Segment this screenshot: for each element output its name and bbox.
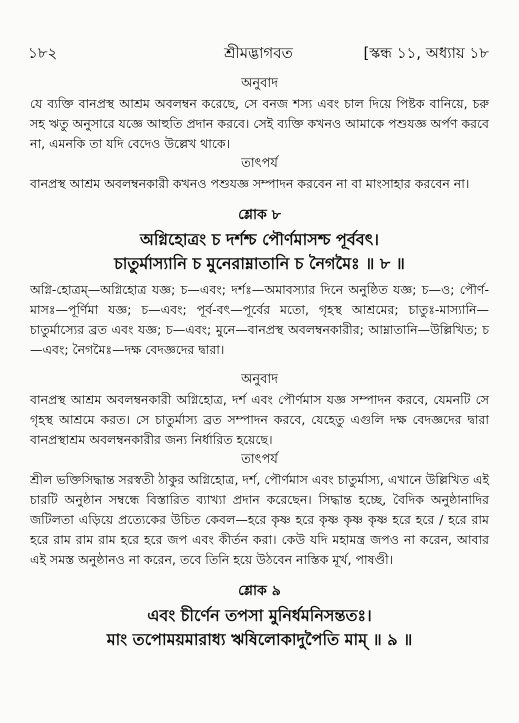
page-number: ১৮২ bbox=[28, 44, 58, 62]
purport-heading-8: তাৎপর্য bbox=[241, 452, 278, 467]
purport-text-8: শ্রীল ভক্তিসিদ্ধান্ত সরস্বতী ঠাকুর অগ্নিহোত্র, দর্শ, পৌর্ণমাস এবং চাতুর্মাস্য, এখানে উল্লিখিত এই চারটি অনুষ্ঠান সম্বন্ধে বিস্তারিত ব্যাখ্যা প্রদান করেছেন। সিদ্ধান্ত হচ্ছে, বৈদিক অনুষ্ঠানাদির জটিলতা এড়িয়ে প্রত্যেকের উচিত কেবল—হরে কৃষ্ণ হরে কৃষ্ণ কৃষ্ণ কৃষ্ণ হরে হরে / হরে রাম হরে রাম রাম রাম হরে হরে জপ এবং কীর্তন করা। কেউ যদি মহামন্ত্র জপও না করেন, আবার এই সমস্ত অনুষ্ঠানও না করেন, তবে তিনি হয়ে উঠবেন নাস্তিক মূর্খ, পাষণ্ডী। bbox=[30, 472, 489, 567]
purport-text-7: বানপ্রস্থ আশ্রম অবলম্বনকারী কখনও পশুযজ্ঞ সম্পাদন করবেন না বা মাংসাহার করবেন না। bbox=[30, 176, 470, 191]
translation-text-8: বানপ্রস্থ আশ্রম অবলম্বনকারী অগ্নিহোত্র, দর্শ এবং পৌর্ণমাস যজ্ঞ সম্পাদন করবে, যেমনটি সে গৃহস্থ আশ্রমে করত। সে চাতুর্মাস্য ব্রত সম্পাদন করবে, যেহেতু এগুলি দক্ষ বেদজ্ঞদের দ্বারা বানপ্রস্থাশ্রম অবলম্বনকারীর জন্য নির্ধারিত হয়েছে। bbox=[30, 392, 489, 447]
translation-heading-8: অনুবাদ bbox=[241, 372, 278, 387]
verse-8-title: শ্লোক ৮ bbox=[238, 207, 281, 223]
page-content bbox=[30, 74, 489, 652]
verse-8-line-2: চাতুর্মাস্যানি চ মুনেরাম্নাতানি চ নৈগমৈঃ ॥ ৮ ॥ bbox=[114, 254, 405, 273]
verse-9-line-2: মাং তপোময়মারাধ্য ঋষিলোকাদুপৈতি মাম্ ॥ ৯ ॥ bbox=[106, 630, 413, 649]
book-title: শ্রীমদ্ভাগবত bbox=[224, 44, 293, 62]
verse-8-line-1: অগ্নিহোত্রং চ দর্শশ্চ পৌর্ণমাসশ্চ পূর্ববৎ। bbox=[140, 230, 379, 249]
page-header bbox=[28, 42, 489, 66]
purport-heading-7: তাৎপর্য bbox=[241, 156, 278, 171]
verse-8-synonyms: অগ্নি-হোত্রম্—অগ্নিহোত্র যজ্ঞ; চ—এবং; দর্শঃ—অমাবস্যার দিনে অনুষ্ঠিত যজ্ঞ; চ—ও; পৌর্ণ-মাসঃ—পূর্ণিমা যজ্ঞ; চ—এবং; পূর্ব-বৎ—পূর্বের মতো, গৃহস্থ আশ্রমের; চাতুঃ-মাস্যানি—চাতুর্মাস্যের ব্রত এবং যজ্ঞ; চ—এবং; মুনে—বানপ্রস্থ অবলম্বনকারীর; আম্নাতানি—উল্লিখিত; চ—এবং; নৈগমৈঃ—দক্ষ বেদজ্ঞদের দ্বারা। bbox=[30, 282, 489, 357]
verse-9-line-1: এবং চীর্ণেন তপসা মুনির্ধমনিসন্ততঃ। bbox=[147, 606, 372, 625]
verse-9-title: শ্লোক ৯ bbox=[238, 583, 281, 599]
chapter-reference: [স্কন্ধ ১১, অধ্যায় ১৮ bbox=[363, 44, 489, 62]
translation-text-7: যে ব্যক্তি বানপ্রস্থ আশ্রম অবলম্বন করেছে, সে বনজ শস্য এবং চাল দিয়ে পিষ্টক বানিয়ে, চরু সহ ঋতু অনুসারে যজ্ঞে আহুতি প্রদান করবে। সেই ব্যক্তি কখনও আমাকে পশুযজ্ঞ অর্পণ করবে না, এমনকি তা যদি বেদেও উল্লেখ থাকে। bbox=[30, 96, 489, 151]
translation-heading-7: অনুবাদ bbox=[241, 76, 278, 91]
